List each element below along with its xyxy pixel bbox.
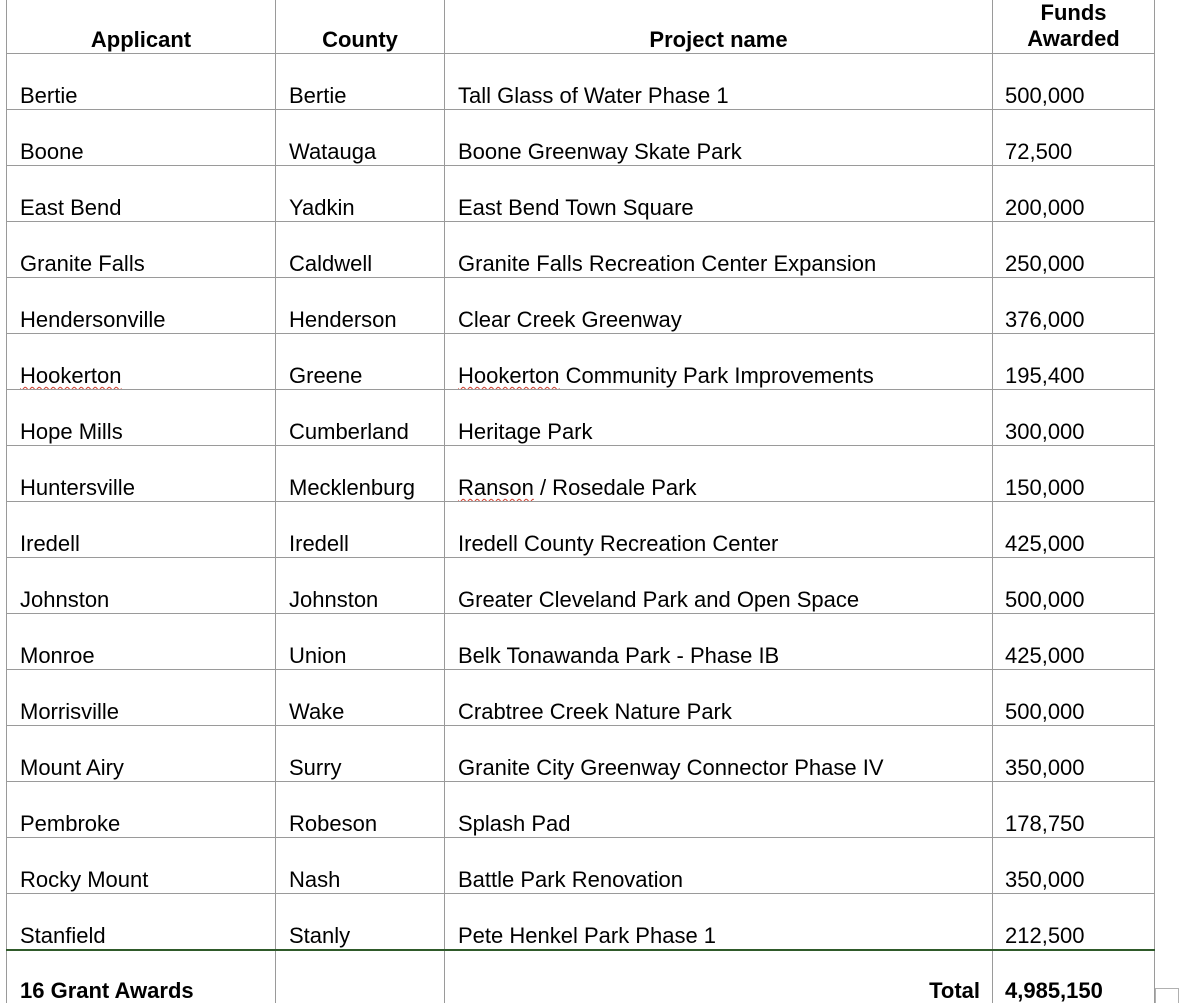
table-row [7,670,1155,726]
cell-funds: 350,000 [993,838,1155,894]
cell-county: Henderson [276,278,445,334]
cell-county: Bertie [276,54,445,110]
cell-project [445,334,993,390]
cell-applicant: Hendersonville [7,278,276,334]
cell-funds: 72,500 [993,110,1155,166]
cell-county: Stanly [276,894,445,951]
table-row [7,278,1155,334]
grant-awards-table [6,0,1155,1003]
cell-applicant: Mount Airy [7,726,276,782]
cell-applicant: Johnston [7,558,276,614]
cell-county: Surry [276,726,445,782]
cell-county: Yadkin [276,166,445,222]
cell-applicant: Granite Falls [7,222,276,278]
header-county: County [276,0,445,54]
header-funds-line2: Awarded [1027,26,1120,51]
cell-applicant: Hope Mills [7,390,276,446]
cell-funds: 300,000 [993,390,1155,446]
cell-project: Boone Greenway Skate Park [445,110,993,166]
cell-applicant: Rocky Mount [7,838,276,894]
cell-applicant: Huntersville [7,446,276,502]
cell-funds: 500,000 [993,670,1155,726]
cell-funds: 350,000 [993,726,1155,782]
cell-county: Iredell [276,502,445,558]
cell-county: Cumberland [276,390,445,446]
header-funds-awarded [993,0,1155,54]
cell-project: Battle Park Renovation [445,838,993,894]
table-row [7,726,1155,782]
cell-funds: 212,500 [993,894,1155,951]
cell-applicant: Stanfield [7,894,276,951]
cell-project: Granite Falls Recreation Center Expansion [445,222,993,278]
table-row [7,446,1155,502]
cell-project: Tall Glass of Water Phase 1 [445,54,993,110]
cell-applicant: Monroe [7,614,276,670]
cell-project: East Bend Town Square [445,166,993,222]
cell-project: Clear Creek Greenway [445,278,993,334]
cell-county: Watauga [276,110,445,166]
spellcheck-word: Ranson [458,475,534,500]
cell-applicant: Boone [7,110,276,166]
spellcheck-word: Hookerton [20,363,122,388]
cell-funds: 500,000 [993,558,1155,614]
cell-project: Greater Cleveland Park and Open Space [445,558,993,614]
cell-project: Granite City Greenway Connector Phase IV [445,726,993,782]
cell-funds: 150,000 [993,446,1155,502]
cell-project: Splash Pad [445,782,993,838]
cell-funds: 500,000 [993,54,1155,110]
header-row [7,0,1155,54]
cell-funds: 425,000 [993,614,1155,670]
header-applicant: Applicant [7,0,276,54]
cell-county: Nash [276,838,445,894]
cell-county: Robeson [276,782,445,838]
empty-cell [276,950,445,1003]
cell-project: Crabtree Creek Nature Park [445,670,993,726]
cell-funds: 250,000 [993,222,1155,278]
cell-funds: 376,000 [993,278,1155,334]
cell-applicant: Pembroke [7,782,276,838]
cell-county: Greene [276,334,445,390]
cell-project: Heritage Park [445,390,993,446]
cell-county: Union [276,614,445,670]
cell-funds: 195,400 [993,334,1155,390]
cell-applicant: Morrisville [7,670,276,726]
cell-project: Belk Tonawanda Park - Phase IB [445,614,993,670]
project-text: Community Park Improvements [559,363,874,388]
cell-county: Johnston [276,558,445,614]
total-label: Total [445,950,993,1003]
cell-county: Mecklenburg [276,446,445,502]
table-row [7,334,1155,390]
table-row [7,502,1155,558]
table-row [7,558,1155,614]
project-text: / Rosedale Park [533,475,697,500]
grant-count-label: 16 Grant Awards [7,950,276,1003]
cell-funds: 425,000 [993,502,1155,558]
table-row [7,894,1155,951]
cell-project: Pete Henkel Park Phase 1 [445,894,993,951]
cell-project: Iredell County Recreation Center [445,502,993,558]
spellcheck-word: Hookerton [458,363,560,388]
table-row [7,782,1155,838]
cell-applicant: East Bend [7,166,276,222]
cell-applicant [7,334,276,390]
table-row [7,54,1155,110]
total-value: 4,985,150 [993,950,1155,1003]
cell-funds: 178,750 [993,782,1155,838]
cell-project [445,446,993,502]
table-row [7,838,1155,894]
total-row [7,950,1155,1003]
cell-applicant: Bertie [7,54,276,110]
cell-county: Caldwell [276,222,445,278]
table-row [7,614,1155,670]
cell-funds: 200,000 [993,166,1155,222]
table-row [7,110,1155,166]
header-project-name: Project name [445,0,993,54]
table-row [7,222,1155,278]
header-funds-line1: Funds [1040,0,1107,25]
cell-applicant: Iredell [7,502,276,558]
table-row [7,166,1155,222]
table-row [7,390,1155,446]
cell-county: Wake [276,670,445,726]
